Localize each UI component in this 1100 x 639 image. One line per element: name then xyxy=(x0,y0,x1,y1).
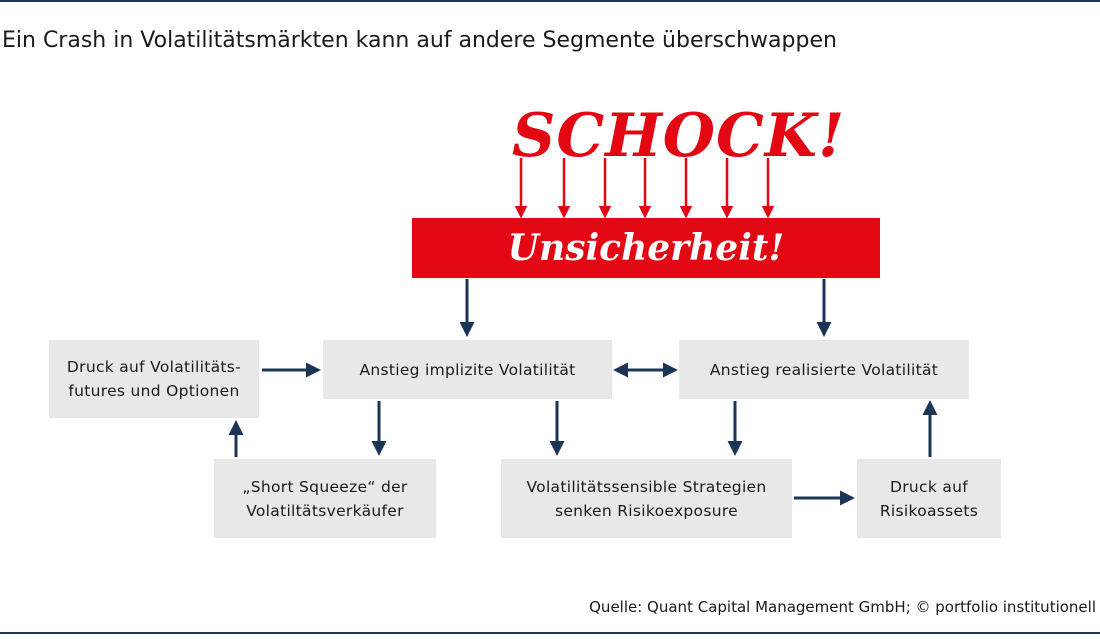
shock-label: SCHOCK! xyxy=(512,101,846,171)
flow-arrows xyxy=(236,279,930,498)
box-line: Anstieg realisierte Volatilität xyxy=(709,360,939,379)
box-line: Anstieg implizite Volatilität xyxy=(359,360,576,379)
uncertainty-banner: Unsicherheit! xyxy=(412,218,880,278)
source-note: Quelle: Quant Capital Management GmbH; © portfolio institutionell xyxy=(589,598,1096,616)
box-line: futures und Optionen xyxy=(68,382,240,400)
page-title: Ein Crash in Volatilitätsmärkten kann auf andere Segmente überschwappen xyxy=(2,28,837,53)
bottom-rule xyxy=(0,632,1100,634)
box-line: senken Risikoexposure xyxy=(554,501,739,520)
box-line: „Short Squeeze“ der xyxy=(242,477,408,496)
box-line: Risikoassets xyxy=(879,501,979,520)
box-line: Volatiltätsverkäufer xyxy=(246,501,404,520)
box-line: Druck auf Volatilitäts- xyxy=(66,358,242,376)
box-line: Druck auf xyxy=(889,477,969,496)
box-line: Volatilitätssensible Strategien xyxy=(526,477,767,496)
shock-arrows xyxy=(521,158,768,216)
